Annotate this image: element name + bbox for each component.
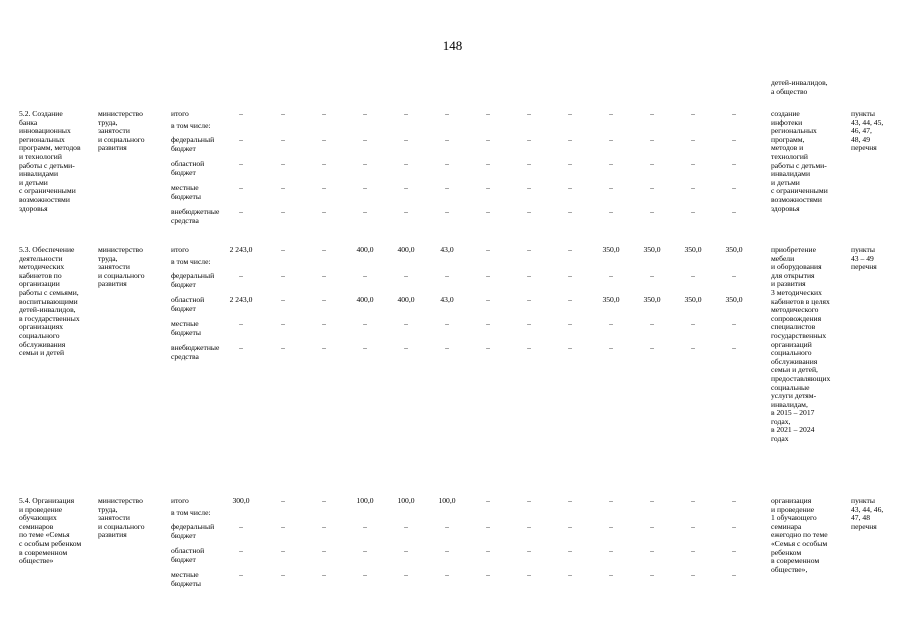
funding-value: –	[732, 207, 736, 216]
funding-value: 100,0	[438, 496, 456, 505]
funding-value: –	[568, 109, 572, 118]
funding-value: –	[486, 319, 490, 328]
funding-value: –	[281, 570, 285, 579]
funding-source-label: итого	[171, 109, 189, 118]
funding-value: –	[363, 546, 367, 555]
funding-value: –	[732, 159, 736, 168]
funding-value: –	[650, 159, 654, 168]
funding-value: –	[691, 109, 695, 118]
funding-value: –	[609, 570, 613, 579]
funding-value: –	[445, 271, 449, 280]
funding-value: –	[609, 522, 613, 531]
funding-value: –	[404, 159, 408, 168]
funding-value: –	[650, 183, 654, 192]
funding-value: –	[527, 295, 531, 304]
funding-value: –	[404, 183, 408, 192]
funding-value: –	[322, 546, 326, 555]
funding-value: –	[568, 183, 572, 192]
funding-value: –	[732, 183, 736, 192]
funding-value: 300,0	[232, 496, 250, 505]
executor-cell: министерство труда, занятости и социального развития	[98, 496, 145, 540]
funding-source-label: в том числе:	[171, 508, 211, 517]
funding-value: –	[650, 343, 654, 352]
funding-value: –	[732, 109, 736, 118]
funding-value: –	[363, 207, 367, 216]
funding-source-label: итого	[171, 496, 189, 505]
funding-source-label: в том числе:	[171, 121, 211, 130]
funding-value: –	[281, 183, 285, 192]
funding-value: –	[568, 522, 572, 531]
funding-source-label: внебюджетные средства	[171, 207, 220, 225]
funding-value: –	[568, 295, 572, 304]
funding-value: –	[650, 271, 654, 280]
funding-source-label: внебюджетные средства	[171, 343, 220, 361]
funding-source-label: областной бюджет	[171, 295, 205, 313]
funding-source-label: местные бюджеты	[171, 183, 201, 201]
carryover-result-text: детей-инвалидов, а общество	[771, 78, 828, 96]
funding-value: –	[527, 135, 531, 144]
funding-value: –	[239, 546, 243, 555]
funding-value: –	[650, 546, 654, 555]
funding-value: –	[239, 135, 243, 144]
funding-value: –	[486, 159, 490, 168]
funding-value: –	[281, 207, 285, 216]
task-cell: 5.4. Организация и проведение обучающих семинаров по теме «Семья с особым ребенком в современном обществе»	[19, 496, 82, 566]
funding-value: –	[650, 319, 654, 328]
funding-value: –	[732, 496, 736, 505]
funding-value: –	[732, 135, 736, 144]
funding-value: –	[732, 546, 736, 555]
funding-value: –	[691, 183, 695, 192]
funding-value: –	[281, 496, 285, 505]
funding-value: –	[404, 319, 408, 328]
funding-value: –	[568, 207, 572, 216]
funding-value: –	[486, 183, 490, 192]
funding-value: –	[691, 343, 695, 352]
funding-value: –	[281, 135, 285, 144]
funding-value: –	[527, 343, 531, 352]
funding-value: –	[527, 271, 531, 280]
funding-value: –	[322, 271, 326, 280]
funding-value: –	[445, 109, 449, 118]
funding-value: –	[445, 319, 449, 328]
funding-value: 350,0	[684, 245, 702, 254]
funding-value: 43,0	[440, 295, 454, 304]
funding-value: –	[609, 109, 613, 118]
funding-value: –	[609, 159, 613, 168]
funding-value: –	[322, 135, 326, 144]
funding-value: –	[650, 496, 654, 505]
funding-value: –	[486, 109, 490, 118]
funding-value: –	[732, 319, 736, 328]
page-number: 148	[442, 38, 463, 53]
funding-value: –	[486, 546, 490, 555]
funding-value: –	[445, 546, 449, 555]
funding-value: –	[281, 546, 285, 555]
funding-value: –	[609, 319, 613, 328]
funding-value: 43,0	[440, 245, 454, 254]
funding-value: –	[568, 271, 572, 280]
funding-value: –	[445, 570, 449, 579]
funding-value: –	[322, 245, 326, 254]
funding-value: –	[486, 135, 490, 144]
funding-value: 2 243,0	[229, 245, 253, 254]
funding-value: –	[363, 343, 367, 352]
funding-value: 350,0	[602, 295, 620, 304]
funding-value: –	[486, 245, 490, 254]
funding-value: –	[691, 546, 695, 555]
funding-source-label: федеральный бюджет	[171, 271, 215, 289]
funding-value: –	[322, 570, 326, 579]
funding-value: –	[322, 109, 326, 118]
funding-value: –	[527, 319, 531, 328]
funding-value: –	[239, 207, 243, 216]
funding-value: –	[650, 109, 654, 118]
funding-value: –	[732, 522, 736, 531]
indicators-cell: пункты 43, 44, 45, 46, 47, 48, 49 перечня	[851, 109, 884, 153]
funding-value: –	[527, 207, 531, 216]
funding-value: 350,0	[643, 245, 661, 254]
funding-value: –	[322, 207, 326, 216]
funding-value: –	[527, 546, 531, 555]
task-cell: 5.3. Обеспечение деятельности методических кабинетов по организации работы с семьями, воспитывающими детей-инвалидов, в государственных организациях социального обслуживания семьи и детей	[19, 245, 80, 358]
funding-value: –	[404, 343, 408, 352]
funding-value: –	[404, 271, 408, 280]
funding-value: –	[568, 496, 572, 505]
funding-value: –	[281, 319, 285, 328]
funding-value: –	[322, 522, 326, 531]
funding-value: –	[527, 496, 531, 505]
funding-source-label: в том числе:	[171, 257, 211, 266]
funding-value: –	[732, 570, 736, 579]
funding-value: 400,0	[356, 245, 374, 254]
funding-value: –	[281, 245, 285, 254]
funding-value: 400,0	[356, 295, 374, 304]
funding-value: –	[404, 207, 408, 216]
funding-value: –	[527, 522, 531, 531]
funding-value: –	[650, 570, 654, 579]
funding-source-label: местные бюджеты	[171, 570, 201, 588]
funding-value: –	[363, 522, 367, 531]
funding-value: –	[322, 183, 326, 192]
funding-value: –	[281, 522, 285, 531]
funding-value: –	[691, 570, 695, 579]
funding-value: –	[363, 183, 367, 192]
funding-value: –	[445, 207, 449, 216]
funding-value: –	[239, 159, 243, 168]
funding-value: –	[281, 271, 285, 280]
result-cell: создание инфотеки региональных программ, методов и технологий работы с детьми- инвалидами и детьми с ограниченными возможностями здоровья	[771, 109, 828, 213]
executor-cell: министерство труда, занятости и социального развития	[98, 109, 145, 153]
funding-value: 2 243,0	[229, 295, 253, 304]
funding-value: –	[404, 546, 408, 555]
funding-value: –	[363, 159, 367, 168]
funding-value: –	[527, 183, 531, 192]
funding-value: –	[239, 183, 243, 192]
funding-value: –	[281, 343, 285, 352]
funding-value: –	[404, 570, 408, 579]
funding-value: –	[691, 207, 695, 216]
funding-source-label: федеральный бюджет	[171, 135, 215, 153]
funding-value: –	[445, 343, 449, 352]
funding-value: –	[609, 135, 613, 144]
task-cell: 5.2. Создание банка инновационных региональных программ, методов и технологий работы с детьми- инвалидами и детьми с ограниченными возможностями здоровья	[19, 109, 81, 213]
funding-value: –	[322, 343, 326, 352]
funding-value: –	[363, 319, 367, 328]
funding-value: –	[527, 159, 531, 168]
funding-value: –	[322, 496, 326, 505]
funding-value: –	[239, 319, 243, 328]
funding-value: –	[445, 183, 449, 192]
funding-value: –	[239, 109, 243, 118]
funding-value: –	[404, 522, 408, 531]
funding-value: –	[527, 570, 531, 579]
funding-value: 350,0	[643, 295, 661, 304]
funding-value: –	[691, 271, 695, 280]
funding-value: –	[650, 522, 654, 531]
result-cell: организация и проведение 1 обучающего семинара ежегодно по теме «Семья с особым ребенком в современном обществе»,	[771, 496, 828, 574]
funding-value: –	[568, 546, 572, 555]
funding-value: –	[486, 295, 490, 304]
funding-source-label: местные бюджеты	[171, 319, 201, 337]
funding-value: –	[568, 245, 572, 254]
funding-value: –	[281, 109, 285, 118]
funding-source-label: областной бюджет	[171, 159, 205, 177]
funding-value: –	[691, 496, 695, 505]
funding-value: –	[609, 207, 613, 216]
funding-value: –	[445, 522, 449, 531]
funding-value: –	[486, 343, 490, 352]
funding-value: –	[363, 109, 367, 118]
funding-value: –	[527, 109, 531, 118]
funding-value: –	[732, 271, 736, 280]
funding-value: –	[691, 135, 695, 144]
funding-value: –	[445, 135, 449, 144]
executor-cell: министерство труда, занятости и социального развития	[98, 245, 145, 289]
funding-source-label: федеральный бюджет	[171, 522, 215, 540]
funding-value: –	[609, 343, 613, 352]
funding-value: –	[281, 159, 285, 168]
funding-value: –	[363, 135, 367, 144]
funding-value: –	[568, 570, 572, 579]
funding-value: –	[568, 343, 572, 352]
funding-value: 350,0	[602, 245, 620, 254]
funding-value: –	[281, 295, 285, 304]
funding-value: –	[486, 570, 490, 579]
funding-value: 350,0	[684, 295, 702, 304]
funding-value: –	[363, 570, 367, 579]
result-cell: приобретение мебели и оборудования для открытия и развития 3 методических кабинетов в целях методического сопровождения специалистов государственных организаций социального обслуживания семьи и детей, предоставляющих социальные услуги детям- инвалидам, в 2015 – 2017 годах, в 2021 – 2024 годах	[771, 245, 831, 444]
funding-value: 400,0	[397, 295, 415, 304]
funding-value: –	[239, 271, 243, 280]
funding-value: –	[322, 159, 326, 168]
funding-value: 400,0	[397, 245, 415, 254]
funding-value: –	[609, 183, 613, 192]
funding-value: –	[691, 159, 695, 168]
funding-value: 100,0	[356, 496, 374, 505]
funding-value: –	[239, 522, 243, 531]
funding-value: –	[322, 295, 326, 304]
funding-source-label: итого	[171, 245, 189, 254]
funding-value: –	[609, 496, 613, 505]
funding-value: –	[650, 135, 654, 144]
funding-value: –	[239, 570, 243, 579]
funding-value: –	[650, 207, 654, 216]
funding-value: –	[239, 343, 243, 352]
funding-value: –	[527, 245, 531, 254]
funding-value: –	[486, 496, 490, 505]
funding-value: –	[568, 159, 572, 168]
funding-value: –	[691, 319, 695, 328]
funding-value: –	[486, 271, 490, 280]
funding-value: –	[568, 135, 572, 144]
funding-value: –	[568, 319, 572, 328]
funding-value: –	[404, 109, 408, 118]
funding-value: –	[486, 207, 490, 216]
funding-value: –	[363, 271, 367, 280]
funding-value: –	[691, 522, 695, 531]
funding-value: 350,0	[725, 245, 743, 254]
funding-value: –	[445, 159, 449, 168]
funding-value: –	[404, 135, 408, 144]
funding-value: –	[322, 319, 326, 328]
funding-value: –	[486, 522, 490, 531]
funding-value: 100,0	[397, 496, 415, 505]
funding-value: 350,0	[725, 295, 743, 304]
funding-value: –	[609, 546, 613, 555]
indicators-cell: пункты 43, 44, 46, 47, 48 перечня	[851, 496, 884, 531]
indicators-cell: пункты 43 – 49 перечня	[851, 245, 877, 272]
funding-value: –	[609, 271, 613, 280]
funding-value: –	[732, 343, 736, 352]
funding-source-label: областной бюджет	[171, 546, 205, 564]
